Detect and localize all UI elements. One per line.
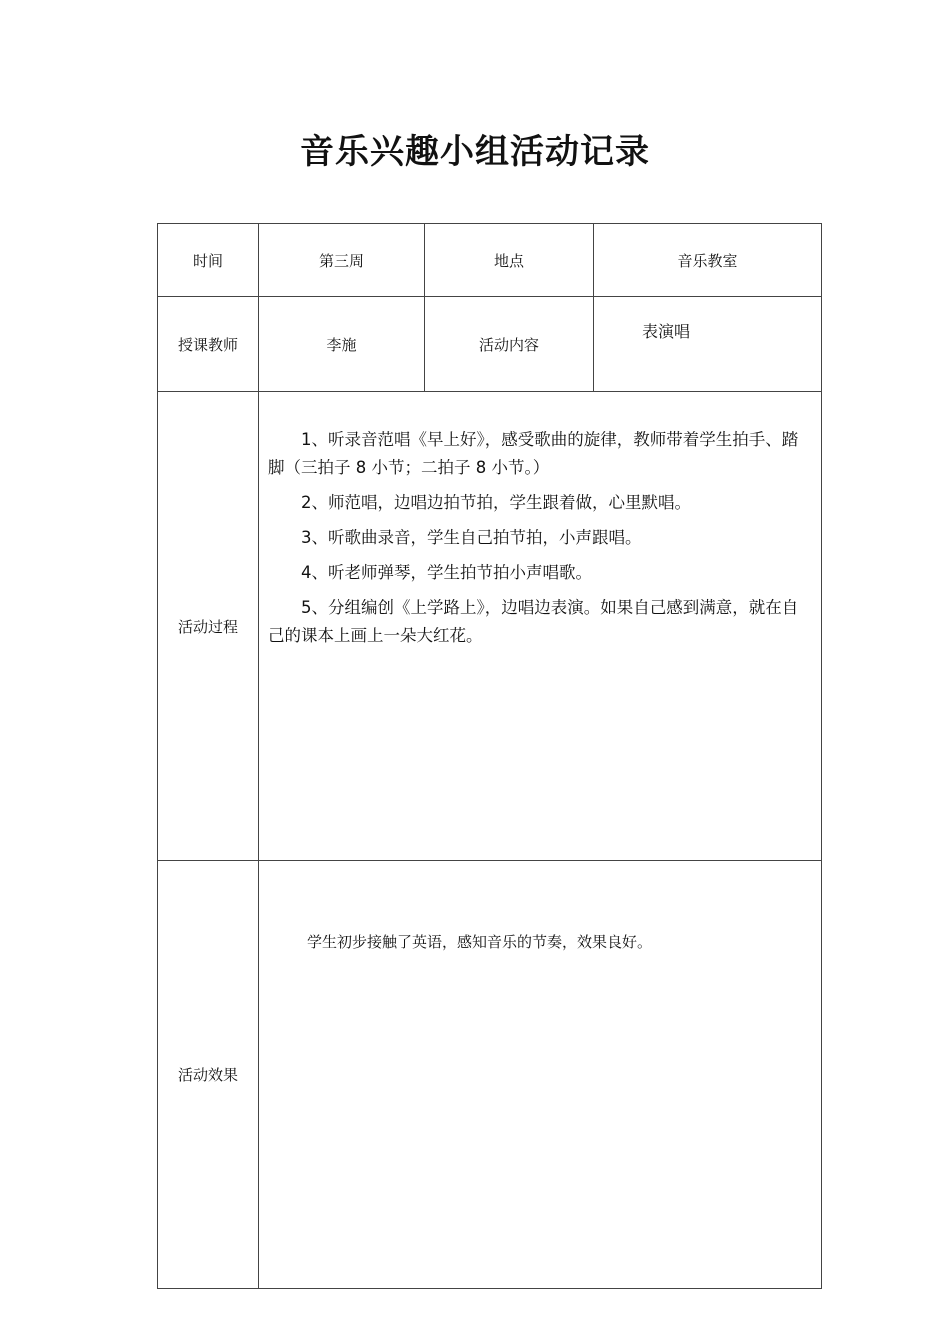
time-label: 时间 bbox=[158, 224, 259, 297]
content-label: 活动内容 bbox=[425, 297, 594, 392]
time-value: 第三周 bbox=[259, 224, 425, 297]
teacher-value: 李施 bbox=[259, 297, 425, 392]
process-label: 活动过程 bbox=[158, 392, 259, 861]
table-row bbox=[158, 392, 822, 861]
process-step: 5、分组编创《上学路上》，边唱边表演。如果自己感到满意，就在自己的课本上画上一朵大红花。 bbox=[268, 598, 799, 645]
place-value: 音乐教室 bbox=[594, 224, 822, 297]
content-value: 表演唱 bbox=[594, 297, 822, 392]
table-row bbox=[158, 224, 822, 297]
process-step: 3、听歌曲录音，学生自己拍节拍，小声跟唱。 bbox=[301, 528, 642, 547]
process-step: 2、师范唱，边唱边拍节拍，学生跟着做，心里默唱。 bbox=[301, 493, 691, 512]
table-row bbox=[158, 861, 822, 1289]
process-step: 4、听老师弹琴，学生拍节拍小声唱歌。 bbox=[301, 563, 592, 582]
page-title: 音乐兴趣小组活动记录 bbox=[300, 132, 650, 172]
teacher-label: 授课教师 bbox=[158, 297, 259, 392]
activity-record-table bbox=[157, 223, 822, 1289]
table-row bbox=[158, 297, 822, 392]
place-label: 地点 bbox=[425, 224, 594, 297]
effect-label: 活动效果 bbox=[158, 861, 259, 1289]
effect-content: 学生初步接触了英语，感知音乐的节奏，效果良好。 bbox=[259, 861, 822, 1289]
process-step: 1、听录音范唱《早上好》，感受歌曲的旋律，教师带着学生拍手、踏脚（三拍子 8 小节；二拍子 8 小节。） bbox=[268, 430, 799, 477]
process-content bbox=[259, 392, 822, 861]
